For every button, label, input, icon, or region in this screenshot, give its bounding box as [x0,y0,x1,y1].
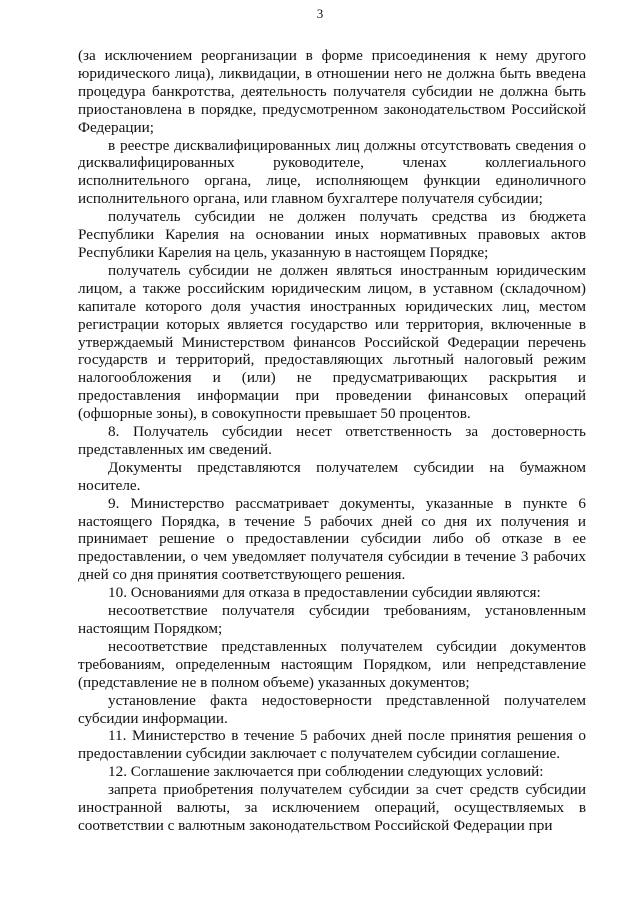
paragraph-item-9-review: 9. Министерство рассматривает документы, указанные в пункте 6 настоящего Порядка, в течение 5 рабочих дней со дня их получения и принимает решение о предоставлении субсидии либо об отказе в ее предоставлении, о чем уведомляет получателя субсидии в течение 3 рабочих дней со дня принятия соответствующего решения. [78,494,586,584]
paragraph-item-10-refusal-grounds: 10. Основаниями для отказа в предоставлении субсидии являются: [108,584,541,602]
paragraph-disqualified-persons: в реестре дисквалифицированных лиц должны отсутствовать сведения о дисквалифицированных руководителе, членах коллегиального исполнительного органа, лице, исполняющем функции единоличного исполнительного органа, или главном бухгалтере получателя субсидии; [78,136,586,208]
paragraph-no-other-budget-funds: получатель субсидии не должен получать средства из бюджета Республики Карелия на основании иных нормативных правовых актов Республики Карелия на цель, указанную в настоящем Порядке; [78,208,586,261]
paragraph-item-11-agreement: 11. Министерство в течение 5 рабочих дней после принятия решения о предоставлении субсидии заключает с получателем субсидии соглашение. [78,727,586,763]
page-number: 3 [316,6,324,21]
paragraph-refusal-false-information: установление факта недостоверности представленной получателем субсидии информации. [78,691,586,727]
document-body [78,47,586,835]
paragraph-paper-documents: Документы представляются получателем субсидии на бумажном носителе. [78,458,586,494]
paragraph-reorganization-continued: (за исключением реорганизации в форме присоединения к нему другого юридического лица), ликвидации, в отношении него не должна быть введена процедура банкротства, деятельность получателя субсидии не должна быть приостановлена в порядке, предусмотренном законодательством Российской Федерации; [78,47,586,136]
paragraph-item-12-conditions: 12. Соглашение заключается при соблюдении следующих условий: [108,763,544,781]
paragraph-not-foreign-entity: получатель субсидии не должен являться иностранным юридическим лицом, а также российским юридическим лицом, в уставном (складочном) капитале которого доля участия иностранных юридических лиц, местом регистрации которых является государство или территория, включенные в утверждаемый Министерством финансов Российской Федерации перечень государств и территорий, предоставляющих льготный налоговый режим налогообложения и (или) не предусматривающих раскрытия и предоставления информации при проведении финансовых операций (офшорные зоны), в совокупности превышает 50 процентов. [78,261,586,423]
paragraph-item-8-responsibility: 8. Получатель субсидии несет ответственность за достоверность представленных им сведений. [78,423,586,458]
paragraph-currency-prohibition: запрета приобретения получателем субсидии за счет средств субсидии иностранной валюты, за исключением операций, осуществляемых в соответствии с валютным законодательством Российской Федерации при [78,781,586,834]
paragraph-refusal-nonconformity-documents: несоответствие представленных получателем субсидии документов требованиям, определенным настоящим Порядком, или непредставление (представление не в полном объеме) указанных документов; [78,637,586,691]
paragraph-refusal-nonconformity-recipient: несоответствие получателя субсидии требованиям, установленным настоящим Порядком; [78,602,586,637]
